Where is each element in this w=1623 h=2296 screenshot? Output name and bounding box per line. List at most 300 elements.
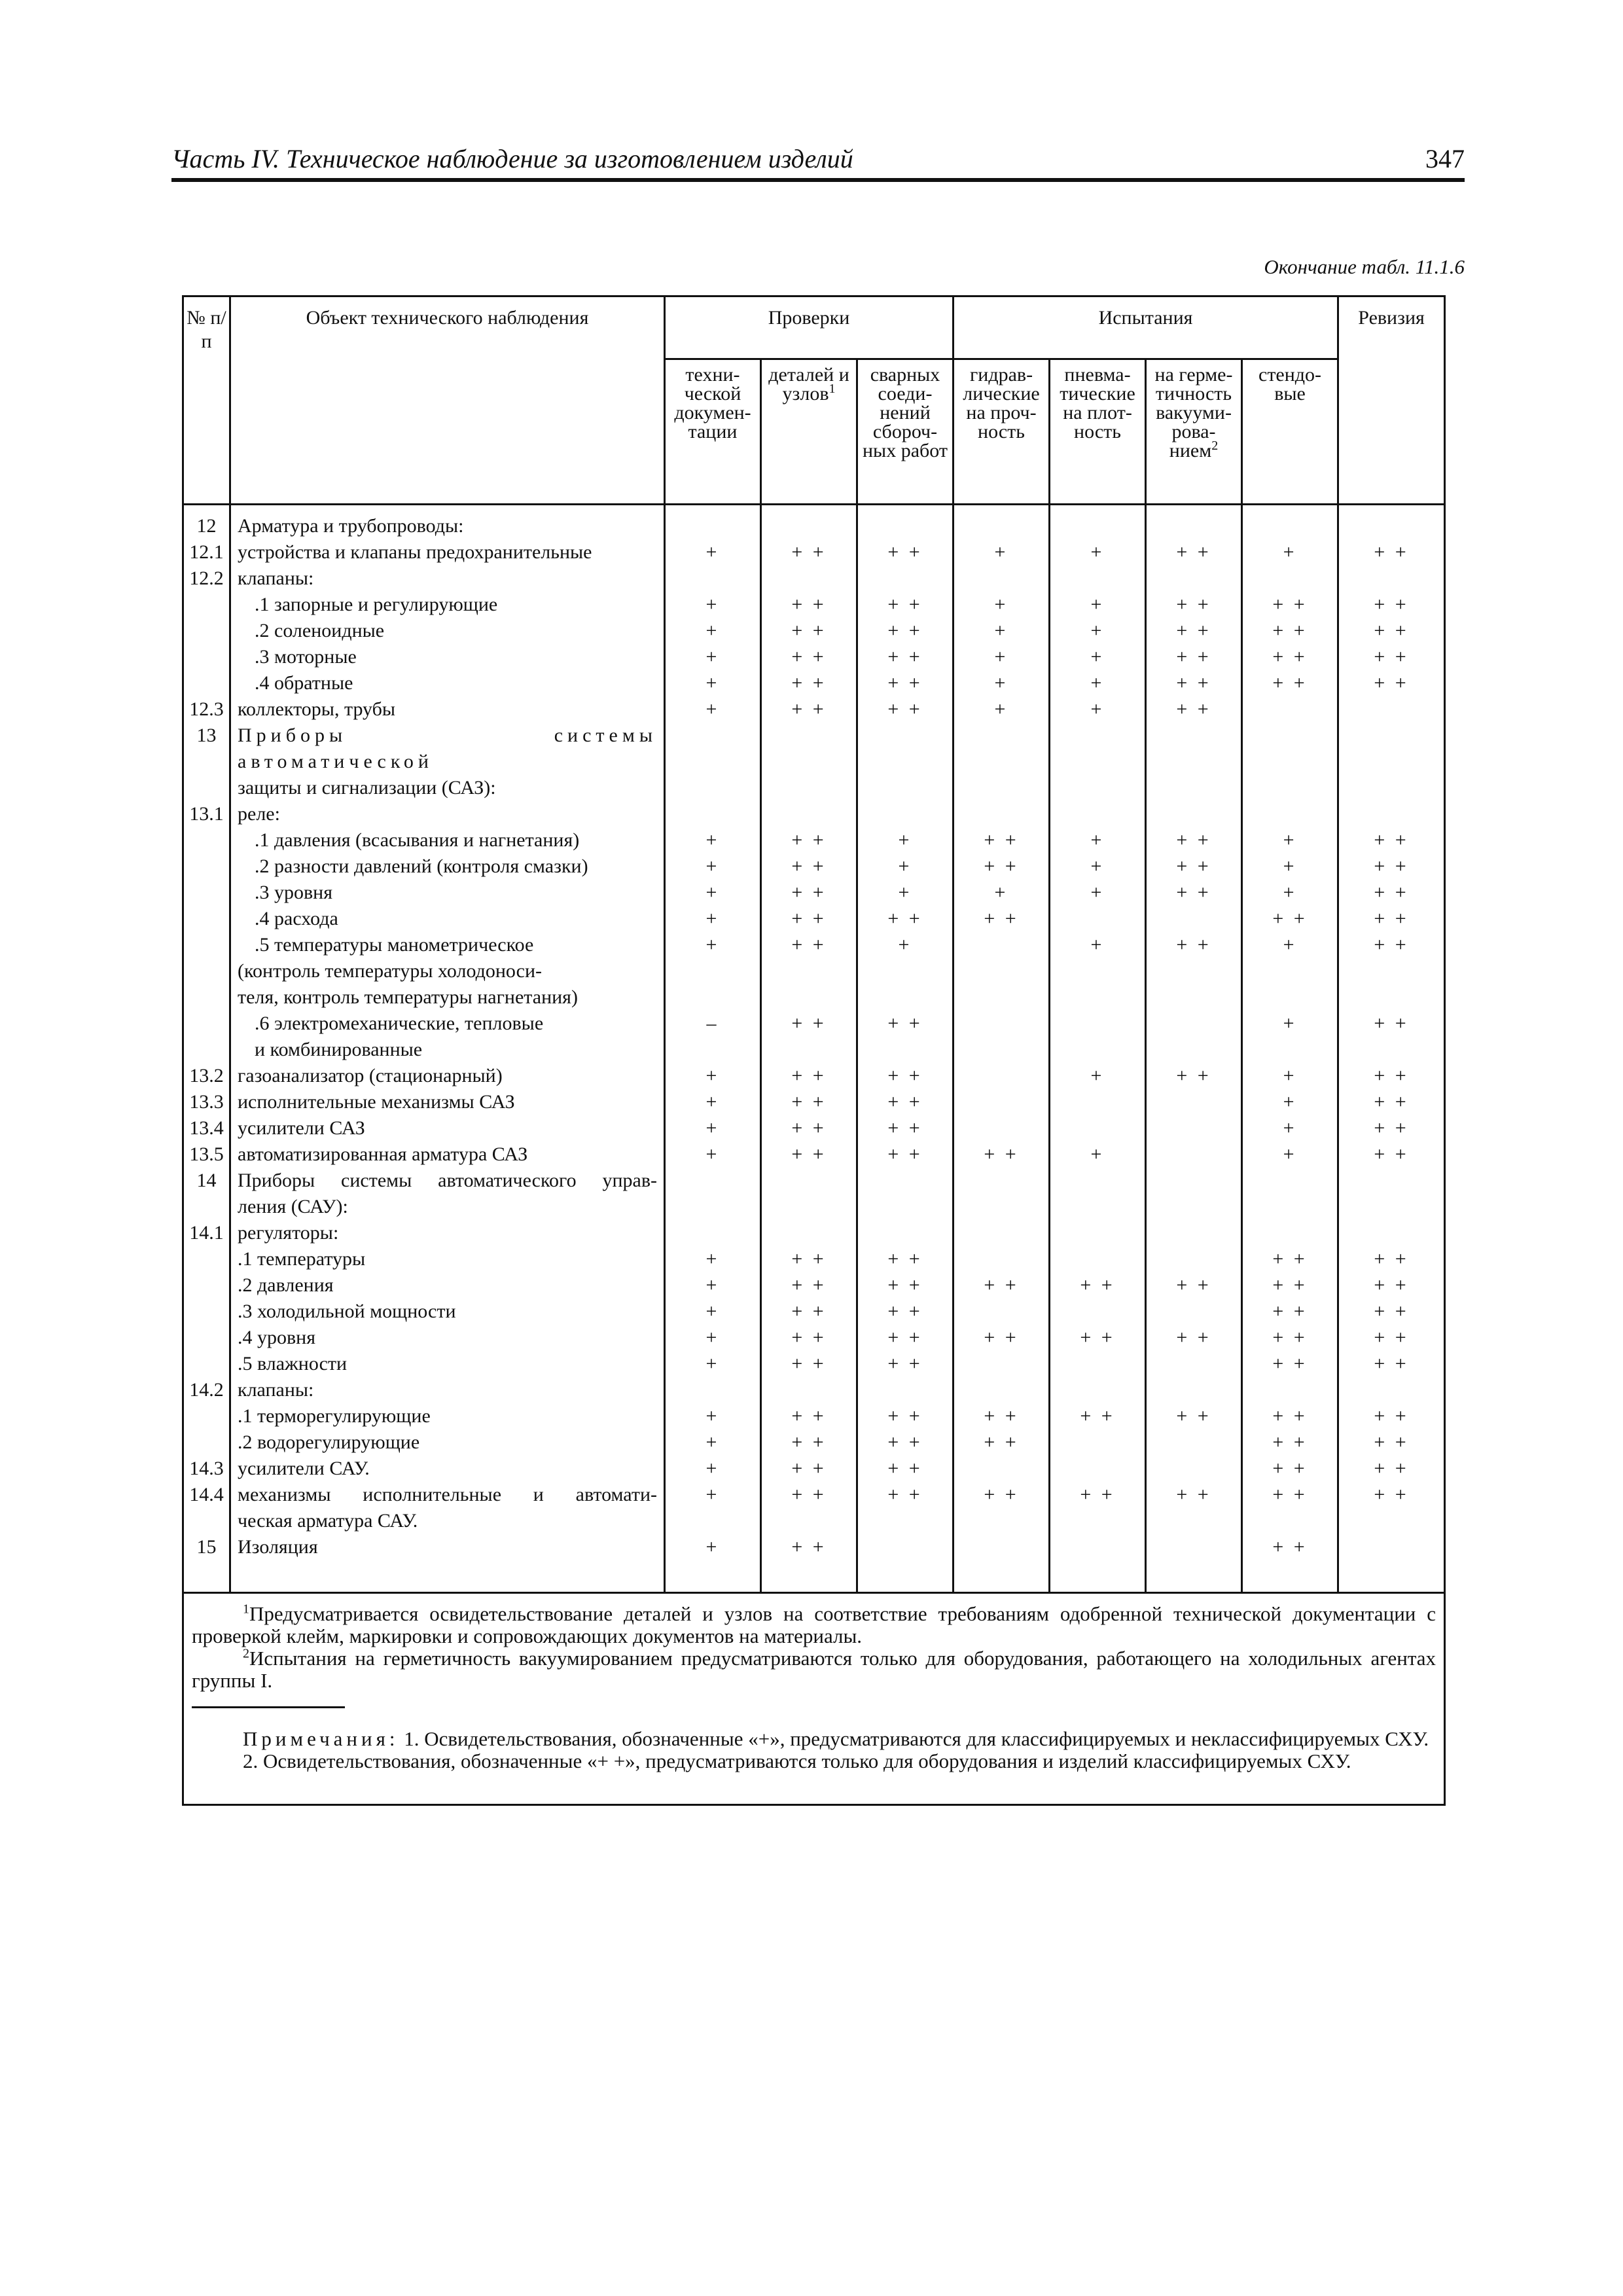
row-number: 12 xyxy=(183,505,230,540)
header-group-tests: Испытания xyxy=(954,296,1338,359)
mark-cell: + + xyxy=(1338,853,1445,880)
mark-cell xyxy=(761,1194,857,1220)
mark-cell xyxy=(1242,801,1338,827)
mark-cell: + xyxy=(1050,1141,1146,1168)
mark-cell xyxy=(665,1377,761,1403)
note-label: Примечания: xyxy=(243,1727,399,1750)
mark-cell: + + xyxy=(1146,932,1242,958)
mark-cell xyxy=(761,1508,857,1534)
mark-cell: + xyxy=(665,880,761,906)
mark-cell xyxy=(1146,1534,1242,1593)
mark-cell: + + xyxy=(1338,1456,1445,1482)
mark-cell xyxy=(1050,801,1146,827)
mark-cell: + + xyxy=(857,1011,954,1037)
row-object: .5 влажности xyxy=(230,1351,665,1377)
note-1 xyxy=(192,1728,1436,1750)
row-object: Приборы системы автоматической xyxy=(230,723,665,775)
table-footnotes xyxy=(183,1593,1445,1805)
mark-cell xyxy=(1338,1508,1445,1534)
row-object: ческая арматура САУ. xyxy=(230,1508,665,1534)
mark-cell: + xyxy=(665,1089,761,1115)
mark-cell: + + xyxy=(1050,1482,1146,1508)
mark-cell: + + xyxy=(1242,670,1338,696)
table-row xyxy=(183,1168,1445,1194)
mark-cell: + + xyxy=(857,1351,954,1377)
mark-cell: + + xyxy=(761,1141,857,1168)
mark-cell xyxy=(1146,906,1242,932)
row-number: 14.2 xyxy=(183,1377,230,1403)
mark-cell: + xyxy=(857,827,954,853)
mark-cell xyxy=(665,565,761,592)
footnote-2-text: Испытания на герметичность вакуумированием предусматриваются только для оборудования, работающего на холодильных агентах группы I. xyxy=(192,1647,1436,1692)
table-row xyxy=(183,1377,1445,1403)
mark-cell: + + xyxy=(761,1482,857,1508)
mark-cell xyxy=(1050,1508,1146,1534)
mark-cell: + + xyxy=(1050,1403,1146,1429)
row-number: 13.4 xyxy=(183,1115,230,1141)
mark-cell xyxy=(1146,1089,1242,1115)
mark-cell xyxy=(1146,505,1242,540)
mark-cell: + + xyxy=(1146,880,1242,906)
row-number: 14.3 xyxy=(183,1456,230,1482)
mark-cell: + xyxy=(665,670,761,696)
mark-cell: + + xyxy=(857,1482,954,1508)
mark-cell: + + xyxy=(761,1011,857,1037)
mark-cell xyxy=(1146,1508,1242,1534)
mark-cell xyxy=(954,932,1050,958)
mark-cell: + xyxy=(1242,1089,1338,1115)
mark-cell: + + xyxy=(1146,539,1242,565)
mark-cell: + + xyxy=(857,670,954,696)
mark-cell xyxy=(1050,1011,1146,1037)
mark-cell xyxy=(1146,958,1242,984)
mark-cell: + + xyxy=(857,592,954,618)
mark-cell: + + xyxy=(857,1456,954,1482)
mark-cell: + xyxy=(1242,1011,1338,1037)
mark-cell xyxy=(857,1220,954,1246)
mark-cell xyxy=(857,775,954,801)
mark-cell: + xyxy=(1242,1115,1338,1141)
mark-cell xyxy=(954,1351,1050,1377)
mark-cell: + xyxy=(665,827,761,853)
mark-cell xyxy=(761,723,857,775)
table-row xyxy=(183,775,1445,801)
header-rule xyxy=(171,178,1465,182)
row-number: 13.5 xyxy=(183,1141,230,1168)
mark-cell xyxy=(1242,1220,1338,1246)
mark-cell: + + xyxy=(1338,1482,1445,1508)
mark-cell xyxy=(1146,1377,1242,1403)
row-number: 12.1 xyxy=(183,539,230,565)
mark-cell: + xyxy=(1050,1063,1146,1089)
mark-cell xyxy=(1338,1037,1445,1063)
row-object: усилители САУ. xyxy=(230,1456,665,1482)
mark-cell: + + xyxy=(761,932,857,958)
mark-cell xyxy=(857,1194,954,1220)
mark-cell: + + xyxy=(1146,592,1242,618)
mark-cell xyxy=(954,1037,1050,1063)
mark-cell: + xyxy=(1050,696,1146,723)
mark-cell: + + xyxy=(857,696,954,723)
mark-cell: + xyxy=(954,644,1050,670)
mark-cell xyxy=(1146,1246,1242,1272)
mark-cell: + xyxy=(665,592,761,618)
row-object: .3 уровня xyxy=(230,880,665,906)
row-object: теля, контроль температуры нагнетания) xyxy=(230,984,665,1011)
mark-cell: + + xyxy=(857,539,954,565)
mark-cell: + xyxy=(954,696,1050,723)
row-object: .5 температуры манометрическое xyxy=(230,932,665,958)
footnote-1-text: Предусматривается освидетельствование деталей и узлов на соответствие требованиям одобренной технической документации с проверкой клейм, маркировки и сопровождающих документов на материалы. xyxy=(192,1602,1436,1647)
mark-cell: + + xyxy=(857,1141,954,1168)
mark-cell xyxy=(857,1508,954,1534)
mark-cell: + + xyxy=(857,1325,954,1351)
mark-cell xyxy=(1146,1011,1242,1037)
table-row xyxy=(183,1429,1445,1456)
mark-cell: + xyxy=(665,853,761,880)
mark-cell xyxy=(1146,1168,1242,1194)
mark-cell: + + xyxy=(1146,1325,1242,1351)
mark-cell: + + xyxy=(954,906,1050,932)
row-number xyxy=(183,644,230,670)
mark-cell: + + xyxy=(1242,1246,1338,1272)
mark-cell xyxy=(954,1063,1050,1089)
row-number xyxy=(183,1351,230,1377)
mark-cell xyxy=(954,505,1050,540)
row-number xyxy=(183,1403,230,1429)
mark-cell: + xyxy=(665,1299,761,1325)
table-row xyxy=(183,1194,1445,1220)
header-object: Объект технического наблюдения xyxy=(230,296,665,505)
mark-cell xyxy=(857,801,954,827)
table-row xyxy=(183,505,1445,540)
mark-cell: + + xyxy=(1338,644,1445,670)
mark-cell: + + xyxy=(1338,1403,1445,1429)
mark-cell xyxy=(1050,958,1146,984)
mark-cell xyxy=(1050,775,1146,801)
mark-cell xyxy=(1146,775,1242,801)
mark-cell xyxy=(1050,1299,1146,1325)
mark-cell xyxy=(1242,505,1338,540)
table-row xyxy=(183,1482,1445,1508)
mark-cell: + + xyxy=(954,1403,1050,1429)
mark-cell xyxy=(1050,1246,1146,1272)
table-row xyxy=(183,880,1445,906)
mark-cell: + xyxy=(665,1429,761,1456)
mark-cell: + + xyxy=(761,592,857,618)
mark-cell xyxy=(1146,1351,1242,1377)
mark-cell: + + xyxy=(1338,1141,1445,1168)
mark-cell xyxy=(665,1508,761,1534)
mark-cell: + + xyxy=(1338,670,1445,696)
mark-cell: + xyxy=(1242,1141,1338,1168)
mark-cell xyxy=(1146,1194,1242,1220)
row-object: .2 давления xyxy=(230,1272,665,1299)
mark-cell: + xyxy=(665,539,761,565)
mark-cell: + + xyxy=(857,644,954,670)
footnote-ref-2: 2 xyxy=(1211,439,1219,453)
mark-cell xyxy=(1050,1429,1146,1456)
header-pneumatic: пневма- тические на плот- ность xyxy=(1050,359,1146,505)
mark-cell: + xyxy=(1050,853,1146,880)
mark-cell: + + xyxy=(761,644,857,670)
mark-cell: + xyxy=(665,1246,761,1272)
row-object: .1 температуры xyxy=(230,1246,665,1272)
mark-cell xyxy=(761,801,857,827)
mark-cell: + + xyxy=(1242,1325,1338,1351)
row-number xyxy=(183,1194,230,1220)
mark-cell xyxy=(1338,1194,1445,1220)
mark-cell: + + xyxy=(954,827,1050,853)
table-row xyxy=(183,618,1445,644)
mark-cell: + + xyxy=(761,696,857,723)
mark-cell: + xyxy=(954,880,1050,906)
mark-cell xyxy=(761,565,857,592)
mark-cell: + + xyxy=(1050,1272,1146,1299)
table-row xyxy=(183,853,1445,880)
row-object: клапаны: xyxy=(230,565,665,592)
row-number xyxy=(183,1037,230,1063)
row-number xyxy=(183,958,230,984)
mark-cell: + + xyxy=(1242,1429,1338,1456)
mark-cell xyxy=(857,1534,954,1593)
row-object: устройства и клапаны предохранительные xyxy=(230,539,665,565)
table-row xyxy=(183,906,1445,932)
mark-cell xyxy=(1242,1508,1338,1534)
mark-cell xyxy=(1146,1456,1242,1482)
mark-cell: + + xyxy=(761,827,857,853)
row-object: Арматура и трубопроводы: xyxy=(230,505,665,540)
mark-cell: + + xyxy=(1242,1299,1338,1325)
mark-cell xyxy=(954,1115,1050,1141)
note-1-text: 1. Освидетельствования, обозначенные «+», предусматриваются для классифицируемых и неклассифицируемых СХУ. xyxy=(404,1727,1429,1750)
mark-cell: + + xyxy=(857,906,954,932)
mark-cell: + xyxy=(857,880,954,906)
row-object: и комбинированные xyxy=(230,1037,665,1063)
row-object: .2 водорегулирующие xyxy=(230,1429,665,1456)
mark-cell: + + xyxy=(1338,880,1445,906)
table-row xyxy=(183,539,1445,565)
mark-cell: + + xyxy=(1242,1534,1338,1593)
mark-cell xyxy=(1050,1037,1146,1063)
mark-cell: + + xyxy=(1242,592,1338,618)
mark-cell xyxy=(1242,723,1338,775)
row-object: .2 разности давлений (контроля смазки) xyxy=(230,853,665,880)
mark-cell xyxy=(665,958,761,984)
table-head xyxy=(183,296,1445,505)
mark-cell: + + xyxy=(761,853,857,880)
row-object: .3 моторные xyxy=(230,644,665,670)
mark-cell: + xyxy=(1050,880,1146,906)
mark-cell: + xyxy=(954,618,1050,644)
mark-cell: + xyxy=(1050,827,1146,853)
row-number xyxy=(183,1272,230,1299)
header-hermetic xyxy=(1146,359,1242,505)
row-number: 12.2 xyxy=(183,565,230,592)
mark-cell: + + xyxy=(857,618,954,644)
table-row xyxy=(183,1220,1445,1246)
mark-cell xyxy=(1050,1115,1146,1141)
footnotes-cell xyxy=(183,1593,1445,1805)
mark-cell: + + xyxy=(1146,696,1242,723)
mark-cell: + + xyxy=(1146,827,1242,853)
mark-cell: + + xyxy=(761,1299,857,1325)
row-object: исполнительные механизмы САЗ xyxy=(230,1089,665,1115)
mark-cell xyxy=(857,723,954,775)
mark-cell xyxy=(665,984,761,1011)
table-row xyxy=(183,1089,1445,1115)
mark-cell xyxy=(665,723,761,775)
mark-cell: + + xyxy=(1242,906,1338,932)
mark-cell xyxy=(1050,565,1146,592)
mark-cell: + + xyxy=(1338,1299,1445,1325)
mark-cell xyxy=(761,775,857,801)
mark-cell: + + xyxy=(1146,670,1242,696)
mark-cell: + + xyxy=(761,1063,857,1089)
mark-cell xyxy=(1242,565,1338,592)
mark-cell: + + xyxy=(857,1429,954,1456)
mark-cell: + + xyxy=(1146,1403,1242,1429)
mark-cell: + xyxy=(1050,539,1146,565)
footnote-2 xyxy=(192,1647,1436,1692)
table-row xyxy=(183,932,1445,958)
mark-cell: + xyxy=(665,644,761,670)
mark-cell: + + xyxy=(857,1272,954,1299)
mark-cell xyxy=(1338,1168,1445,1194)
mark-cell xyxy=(665,1037,761,1063)
mark-cell xyxy=(1050,1089,1146,1115)
footnote-1-mark: 1 xyxy=(243,1602,249,1617)
mark-cell xyxy=(1146,1115,1242,1141)
mark-cell xyxy=(1338,1377,1445,1403)
mark-cell xyxy=(954,1246,1050,1272)
mark-cell xyxy=(1050,1534,1146,1593)
row-object: автоматизированная арматура САЗ xyxy=(230,1141,665,1168)
row-object: усилители САЗ xyxy=(230,1115,665,1141)
mark-cell: + xyxy=(665,1325,761,1351)
row-number xyxy=(183,592,230,618)
mark-cell: + + xyxy=(857,1089,954,1115)
row-object: .4 расхода xyxy=(230,906,665,932)
mark-cell xyxy=(1050,984,1146,1011)
mark-cell: + + xyxy=(761,1534,857,1593)
mark-cell: + + xyxy=(761,1403,857,1429)
mark-cell xyxy=(1242,984,1338,1011)
mark-cell: + xyxy=(1242,539,1338,565)
mark-cell xyxy=(1050,906,1146,932)
mark-cell xyxy=(954,958,1050,984)
mark-cell xyxy=(954,565,1050,592)
header-hermetic-text: на герме- тичность вакууми- рова- нием xyxy=(1154,364,1233,461)
row-object: .1 давления (всасывания и нагнетания) xyxy=(230,827,665,853)
mark-cell: + xyxy=(665,618,761,644)
mark-cell xyxy=(1242,775,1338,801)
header-tech-docs: техни- ческой докумен- тации xyxy=(665,359,761,505)
mark-cell: + + xyxy=(1338,1429,1445,1456)
mark-cell xyxy=(761,1168,857,1194)
mark-cell xyxy=(954,1089,1050,1115)
page-number: 347 xyxy=(1425,144,1465,173)
table-row xyxy=(183,1456,1445,1482)
mark-cell: + + xyxy=(761,1272,857,1299)
mark-cell xyxy=(1338,775,1445,801)
mark-cell xyxy=(954,1456,1050,1482)
row-object: Приборы системы автоматического управ- xyxy=(230,1168,665,1194)
row-object: .6 электромеханические, тепловые xyxy=(230,1011,665,1037)
mark-cell xyxy=(761,958,857,984)
mark-cell: + + xyxy=(857,1115,954,1141)
table-row xyxy=(183,1063,1445,1089)
mark-cell: + xyxy=(665,1115,761,1141)
mark-cell xyxy=(1146,1220,1242,1246)
header-parts xyxy=(761,359,857,505)
mark-cell: + + xyxy=(761,670,857,696)
mark-cell: + xyxy=(1050,644,1146,670)
mark-cell: + + xyxy=(761,1089,857,1115)
table-row xyxy=(183,1403,1445,1429)
header-num: № п/п xyxy=(183,296,230,505)
mark-cell xyxy=(954,1194,1050,1220)
header-bench: стендо- вые xyxy=(1242,359,1338,505)
mark-cell: + + xyxy=(954,1429,1050,1456)
row-number xyxy=(183,670,230,696)
mark-cell xyxy=(857,1377,954,1403)
mark-cell xyxy=(665,801,761,827)
mark-cell xyxy=(1050,505,1146,540)
table-row xyxy=(183,644,1445,670)
mark-cell: + xyxy=(665,1403,761,1429)
table-row xyxy=(183,1272,1445,1299)
mark-cell xyxy=(1242,1037,1338,1063)
mark-cell: + + xyxy=(1338,932,1445,958)
mark-cell: + + xyxy=(1338,1089,1445,1115)
mark-cell: + + xyxy=(954,1141,1050,1168)
header-parts-text: деталей и узлов xyxy=(768,364,849,404)
table-caption: Окончание табл. 11.1.6 xyxy=(1264,255,1465,278)
mark-cell xyxy=(954,1534,1050,1593)
mark-cell: + + xyxy=(954,1325,1050,1351)
mark-cell xyxy=(1146,1429,1242,1456)
row-object: .1 терморегулирующие xyxy=(230,1403,665,1429)
inspection-table xyxy=(182,295,1446,1806)
mark-cell: + + xyxy=(1146,853,1242,880)
table-row xyxy=(183,1115,1445,1141)
mark-cell xyxy=(761,1377,857,1403)
mark-cell xyxy=(1050,1194,1146,1220)
mark-cell xyxy=(1050,1220,1146,1246)
mark-cell: + + xyxy=(761,1351,857,1377)
mark-cell: + xyxy=(1242,853,1338,880)
row-object: .4 обратные xyxy=(230,670,665,696)
mark-cell xyxy=(1338,958,1445,984)
footnote-ref-1: 1 xyxy=(829,382,836,396)
row-number: 14.1 xyxy=(183,1220,230,1246)
mark-cell: + + xyxy=(857,1246,954,1272)
mark-cell: + + xyxy=(761,1246,857,1272)
mark-cell: + + xyxy=(1338,592,1445,618)
mark-cell: + xyxy=(665,1456,761,1482)
table-row xyxy=(183,1299,1445,1325)
mark-cell xyxy=(857,1168,954,1194)
row-number xyxy=(183,906,230,932)
mark-cell xyxy=(1242,696,1338,723)
mark-cell xyxy=(1050,1168,1146,1194)
table-row xyxy=(183,565,1445,592)
mark-cell: + + xyxy=(761,880,857,906)
mark-cell: + xyxy=(665,906,761,932)
row-number xyxy=(183,1325,230,1351)
table-row xyxy=(183,827,1445,853)
